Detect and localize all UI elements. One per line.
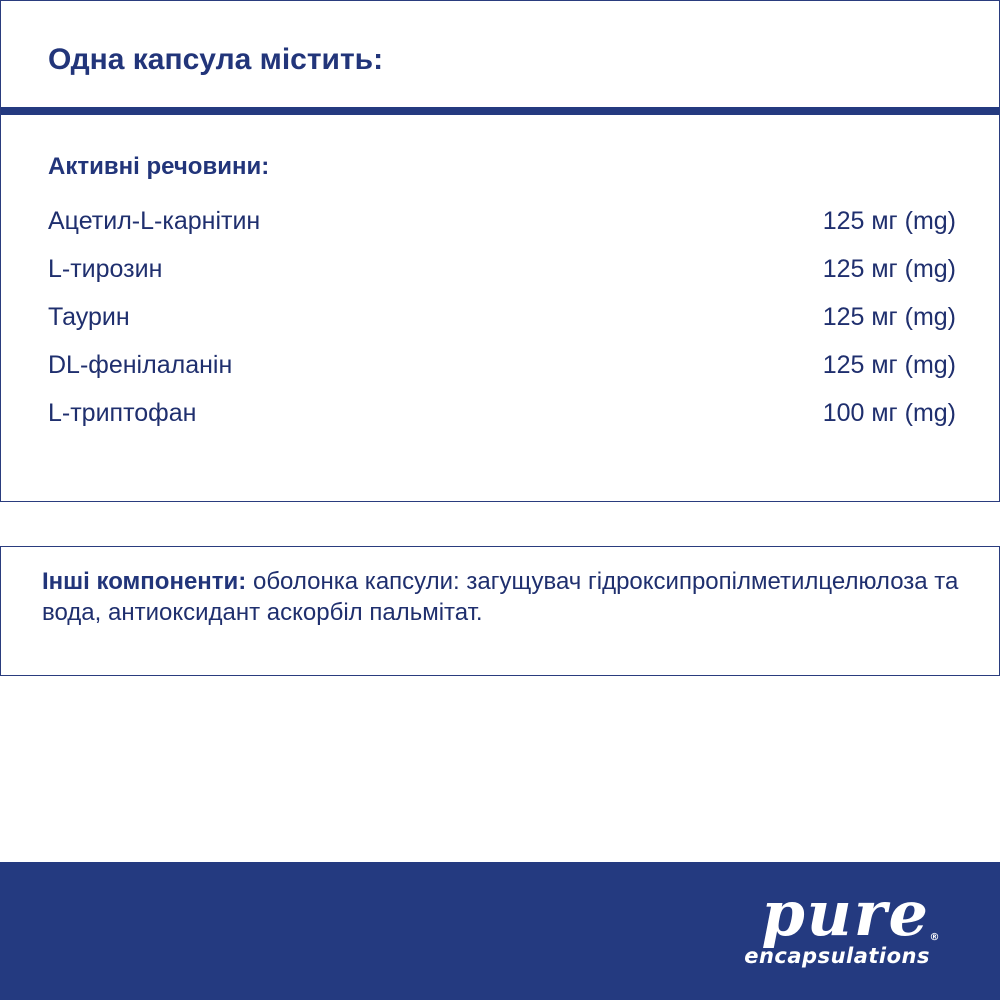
- ingredient-name: L-триптофан: [48, 399, 197, 427]
- list-item: [48, 249, 956, 297]
- list-item: [48, 297, 956, 345]
- brand-logo: [744, 877, 940, 968]
- ingredient-amount: 125 мг (mg): [822, 207, 956, 235]
- list-item: [48, 345, 956, 393]
- list-item: [48, 201, 956, 249]
- other-components-label: Інші компоненти:: [42, 568, 247, 595]
- other-components-text: оболонка капсули: загущувач гідроксипропілметилцелюлоза та вода, антиоксидант аскорбіл пальмітат.: [42, 568, 959, 626]
- ingredient-name: Таурин: [48, 303, 130, 331]
- logo-pure: pure: [761, 877, 930, 950]
- ingredient-name: DL-фенілаланін: [48, 351, 233, 379]
- footer-banner: [0, 862, 1000, 1000]
- other-components: [42, 566, 972, 628]
- ingredient-amount: 125 мг (mg): [822, 351, 956, 379]
- ingredient-amount: 125 мг (mg): [822, 303, 956, 331]
- active-heading: Активні речовини:: [48, 153, 270, 180]
- ingredient-amount: 125 мг (mg): [822, 255, 956, 283]
- list-item: [48, 393, 956, 441]
- logo-text: encapsulations: [744, 944, 930, 968]
- ingredient-name: Ацетил-L-карнітин: [48, 207, 261, 235]
- logo-encapsulations: [744, 932, 940, 968]
- page-title: Одна капсула містить:: [48, 43, 384, 76]
- divider: [1, 107, 1000, 115]
- ingredient-name: L-тирозин: [48, 255, 163, 283]
- ingredient-amount: 100 мг (mg): [822, 399, 956, 427]
- registered-mark: ®: [929, 932, 940, 943]
- ingredients-list: [48, 201, 956, 441]
